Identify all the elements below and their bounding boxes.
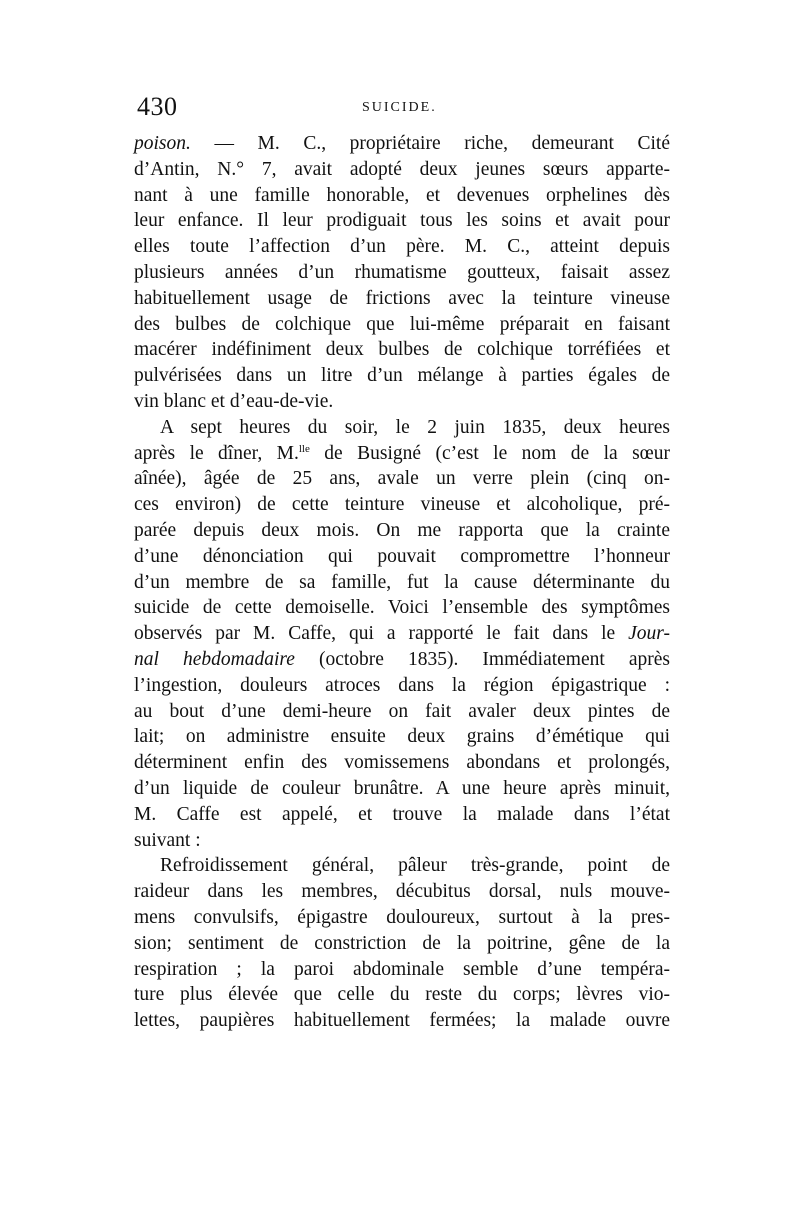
- text-line: [134, 337, 670, 363]
- text-run: sion; sentiment de constriction de la poitrine, gêne de la: [134, 932, 670, 954]
- text-line: [134, 879, 670, 905]
- text-line: [134, 724, 670, 750]
- text-line: [134, 389, 670, 415]
- text-run: d’un membre de sa famille, fut la cause déterminante du: [134, 571, 670, 593]
- text-run: aînée), âgée de 25 ans, avale un verre plein (cinq on-: [134, 468, 670, 490]
- text-run: vin blanc et d’eau-de-vie.: [134, 390, 334, 412]
- text-line: [134, 492, 670, 518]
- text-line: [134, 776, 670, 802]
- text-line: [134, 621, 670, 647]
- text-run: au bout d’une demi-heure on fait avaler deux pintes de: [134, 700, 670, 722]
- text-run: ces environ) de cette teinture vineuse et alcoholique, pré-: [134, 494, 670, 516]
- superscript-text: lle: [298, 442, 310, 455]
- text-run: elles toute l’affection d’un père. M. C., atteint depuis: [134, 236, 670, 258]
- text-run: raideur dans les membres, décubitus dorsal, nuls mouve-: [134, 881, 670, 903]
- text-run: habituellement usage de frictions avec la teinture vineuse: [134, 287, 670, 309]
- text-run: des bulbes de colchique que lui-même préparait en faisant: [134, 313, 670, 335]
- italic-text: nal hebdomadaire: [134, 648, 295, 670]
- text-run: lettes, paupières habituellement fermées; la malade ouvre: [134, 1010, 670, 1032]
- italic-text: Jour-: [628, 623, 670, 645]
- text-line: [134, 441, 670, 467]
- text-line: [134, 853, 670, 879]
- text-run: suicide de cette demoiselle. Voici l’ensemble des symptômes: [134, 597, 670, 619]
- text-run: leur enfance. Il leur prodiguait tous les soins et avait pour: [134, 210, 670, 232]
- text-line: [134, 982, 670, 1008]
- text-run: — M. C., propriétaire riche, demeurant Cité: [190, 133, 670, 154]
- text-line: [134, 673, 670, 699]
- text-line: [134, 518, 670, 544]
- text-run: respiration ; la paroi abdominale semble d’une tempéra-: [134, 958, 670, 980]
- text-line: [134, 1008, 670, 1034]
- text-line: [134, 595, 670, 621]
- text-run: (octobre 1835). Immédiatement après: [294, 648, 670, 670]
- text-run: plusieurs années d’un rhumatisme goutteux, faisait assez: [134, 261, 670, 283]
- text-run: après le dîner, M.: [134, 442, 299, 464]
- text-run: d’un liquide de couleur brunâtre. A une heure après minuit,: [134, 777, 670, 799]
- text-line: [134, 570, 670, 596]
- body-text: [134, 131, 670, 1034]
- text-run: suivant :: [134, 829, 201, 851]
- text-line: [134, 802, 670, 828]
- text-line: [134, 131, 670, 157]
- text-line: [134, 544, 670, 570]
- text-run: d’Antin, N.° 7, avait adopté deux jeunes sœurs apparte-: [134, 158, 670, 180]
- running-head: SUICIDE.: [362, 100, 437, 115]
- text-run: déterminent enfin des vomissemens abondans et prolongés,: [134, 752, 670, 774]
- text-run: A sept heures du soir, le 2 juin 1835, deux heures: [160, 416, 670, 438]
- text-run: parée depuis deux mois. On me rapporta que la crainte: [134, 519, 670, 541]
- text-line: [134, 957, 670, 983]
- text-line: [134, 234, 670, 260]
- text-line: [134, 312, 670, 338]
- text-run: d’une dénonciation qui pouvait compromettre l’honneur: [134, 545, 670, 567]
- text-line: [134, 828, 670, 854]
- text-run: mens convulsifs, épigastre douloureux, surtout à la pres-: [134, 906, 670, 928]
- text-line: [134, 905, 670, 931]
- text-line: [134, 208, 670, 234]
- page-number: 430: [137, 92, 178, 121]
- text-line: [134, 183, 670, 209]
- text-run: nant à une famille honorable, et devenues orphelines dès: [134, 184, 670, 206]
- text-line: [134, 157, 670, 183]
- text-run: ture plus élevée que celle du reste du corps; lèvres vio-: [134, 984, 670, 1006]
- text-line: [134, 415, 670, 441]
- text-line: [134, 286, 670, 312]
- text-line: [134, 750, 670, 776]
- text-run: l’ingestion, douleurs atroces dans la région épigastrique :: [134, 674, 670, 696]
- page-header: [130, 92, 670, 122]
- text-run: lait; on administre ensuite deux grains d’émétique qui: [134, 726, 670, 748]
- text-line: [134, 363, 670, 389]
- text-run: M. Caffe est appelé, et trouve la malade dans l’état: [134, 803, 670, 825]
- text-run: de Busigné (c’est le nom de la sœur: [309, 442, 670, 464]
- italic-text: poison.: [134, 133, 191, 154]
- text-run: Refroidissement général, pâleur très-grande, point de: [160, 855, 670, 877]
- text-line: [134, 699, 670, 725]
- text-line: [134, 466, 670, 492]
- text-line: [134, 931, 670, 957]
- text-run: pulvérisées dans un litre d’un mélange à parties égales de: [134, 365, 670, 387]
- text-run: macérer indéfiniment deux bulbes de colchique torréfiées et: [134, 339, 670, 361]
- text-line: [134, 260, 670, 286]
- text-run: observés par M. Caffe, qui a rapporté le fait dans le: [134, 623, 629, 645]
- text-line: [134, 647, 670, 673]
